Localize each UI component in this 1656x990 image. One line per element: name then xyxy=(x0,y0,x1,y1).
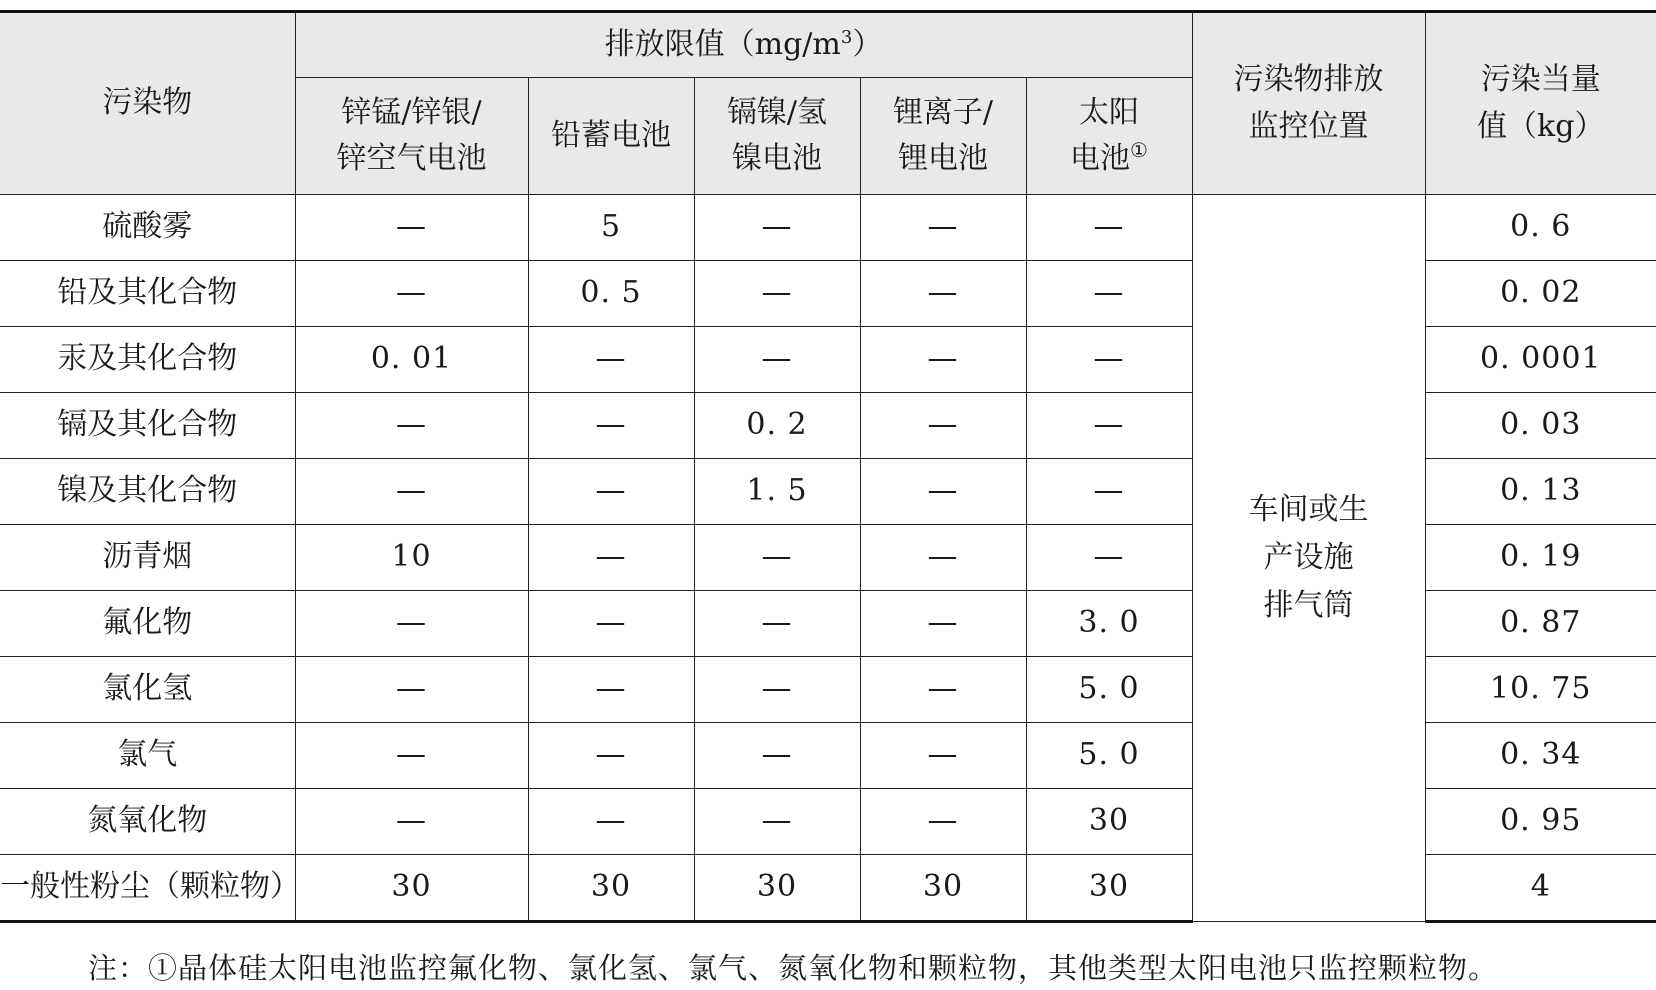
pollutant-cell: 汞及其化合物 xyxy=(0,327,295,393)
value-cell: — xyxy=(860,723,1026,789)
monitor-location-line-3: 排气筒 xyxy=(1263,588,1354,623)
header-solar-line-1: 太阳 xyxy=(1079,94,1139,130)
pollutant-cell: 一般性粉尘（颗粒物） xyxy=(0,855,295,922)
value-cell: 0. 2 xyxy=(694,393,860,459)
equivalent-cell: 4 xyxy=(1425,855,1656,922)
value-cell: — xyxy=(528,723,694,789)
value-cell: 30 xyxy=(860,855,1026,922)
pollutant-cell: 沥青烟 xyxy=(0,525,295,591)
equivalent-cell: 0. 34 xyxy=(1425,723,1656,789)
value-cell: — xyxy=(860,525,1026,591)
equivalent-cell: 0. 0001 xyxy=(1425,327,1656,393)
header-limit-label: 排放限值（mg/m xyxy=(604,26,841,62)
header-lithium-line-1: 锂离子/ xyxy=(892,94,994,130)
pollutant-cell: 氯化氢 xyxy=(0,657,295,723)
equivalent-cell: 0. 6 xyxy=(1425,195,1656,261)
emission-limit-table xyxy=(0,10,1656,923)
value-cell: 30 xyxy=(295,855,528,922)
header-equivalent-line-2: 值（kg） xyxy=(1477,108,1605,144)
equivalent-cell: 0. 87 xyxy=(1425,591,1656,657)
pollutant-cell: 氮氧化物 xyxy=(0,789,295,855)
value-cell: — xyxy=(295,789,528,855)
value-cell: — xyxy=(1026,261,1192,327)
value-cell: — xyxy=(295,393,528,459)
monitor-location-line-2: 产设施 xyxy=(1263,540,1354,575)
header-pollutant-label: 污染物 xyxy=(102,85,193,121)
value-cell: 10 xyxy=(295,525,528,591)
header-equivalent xyxy=(1425,12,1656,195)
header-lithium-line-2: 锂电池 xyxy=(898,141,988,176)
value-cell: 1. 5 xyxy=(694,459,860,525)
value-cell: — xyxy=(860,789,1026,855)
equivalent-cell: 10. 75 xyxy=(1425,657,1656,723)
value-cell: — xyxy=(295,591,528,657)
header-lead-line-1: 铅蓄电池 xyxy=(551,117,671,153)
value-cell: — xyxy=(694,723,860,789)
value-cell: — xyxy=(1026,195,1192,261)
header-lead-acid-battery xyxy=(528,78,694,195)
monitor-location-cell xyxy=(1192,195,1425,922)
header-limit-close: ） xyxy=(852,26,883,62)
value-cell: — xyxy=(694,525,860,591)
value-cell: — xyxy=(860,459,1026,525)
equivalent-cell: 0. 02 xyxy=(1425,261,1656,327)
header-solar-footnote-mark: ① xyxy=(1130,138,1148,162)
pollutant-cell: 镍及其化合物 xyxy=(0,459,295,525)
header-nickel-battery xyxy=(694,78,860,195)
monitor-location-line-1: 车间或生 xyxy=(1248,492,1369,527)
value-cell: — xyxy=(694,261,860,327)
value-cell: — xyxy=(528,459,694,525)
value-cell: 0. 5 xyxy=(528,261,694,327)
header-monitor-line-1: 污染物排放 xyxy=(1233,62,1384,97)
value-cell: — xyxy=(860,261,1026,327)
value-cell: — xyxy=(295,261,528,327)
header-zinc-line-2: 锌空气电池 xyxy=(336,141,487,176)
header-solar-line-2: 电池 xyxy=(1070,141,1131,176)
value-cell: — xyxy=(528,657,694,723)
value-cell: — xyxy=(1026,459,1192,525)
header-lithium-battery xyxy=(860,78,1026,195)
value-cell: — xyxy=(860,657,1026,723)
value-cell: — xyxy=(1026,393,1192,459)
equivalent-cell: 0. 13 xyxy=(1425,459,1656,525)
value-cell: — xyxy=(1026,525,1192,591)
equivalent-cell: 0. 19 xyxy=(1425,525,1656,591)
pollutant-cell: 氯气 xyxy=(0,723,295,789)
value-cell: — xyxy=(295,657,528,723)
table-body xyxy=(0,195,1656,922)
value-cell: — xyxy=(860,195,1026,261)
pollutant-cell: 氟化物 xyxy=(0,591,295,657)
value-cell: — xyxy=(1026,327,1192,393)
header-nickel-line-2: 镍电池 xyxy=(732,141,822,176)
value-cell: 5. 0 xyxy=(1026,723,1192,789)
value-cell: — xyxy=(528,789,694,855)
table-row xyxy=(0,195,1656,261)
emission-limit-table-wrapper xyxy=(0,10,1656,923)
value-cell: — xyxy=(528,591,694,657)
header-zinc-battery xyxy=(295,78,528,195)
value-cell: 5. 0 xyxy=(1026,657,1192,723)
value-cell: — xyxy=(528,393,694,459)
equivalent-cell: 0. 03 xyxy=(1425,393,1656,459)
table-footnote: 注：①晶体硅太阳电池监控氟化物、氯化氢、氯气、氮氧化物和颗粒物，其他类型太阳电池只监控颗粒物。 xyxy=(88,951,1499,985)
pollutant-cell: 硫酸雾 xyxy=(0,195,295,261)
header-monitor-line-2: 监控位置 xyxy=(1248,108,1369,144)
header-solar-battery xyxy=(1026,78,1192,195)
value-cell: — xyxy=(295,459,528,525)
value-cell: 30 xyxy=(694,855,860,922)
value-cell: — xyxy=(694,657,860,723)
value-cell: 30 xyxy=(1026,855,1192,922)
equivalent-cell: 0. 95 xyxy=(1425,789,1656,855)
pollutant-cell: 铅及其化合物 xyxy=(0,261,295,327)
value-cell: — xyxy=(694,327,860,393)
header-limit-group xyxy=(295,12,1192,78)
pollutant-cell: 镉及其化合物 xyxy=(0,393,295,459)
value-cell: — xyxy=(295,723,528,789)
header-zinc-line-1: 锌锰/锌银/ xyxy=(341,94,482,130)
header-equivalent-line-1: 污染当量 xyxy=(1480,62,1601,97)
header-limit-superscript: 3 xyxy=(840,26,853,48)
value-cell: 30 xyxy=(1026,789,1192,855)
value-cell: — xyxy=(860,327,1026,393)
value-cell: 0. 01 xyxy=(295,327,528,393)
header-nickel-line-1: 镉镍/氢 xyxy=(726,94,828,130)
value-cell: — xyxy=(528,327,694,393)
value-cell: — xyxy=(694,591,860,657)
header-monitor-location xyxy=(1192,12,1425,195)
value-cell: — xyxy=(860,393,1026,459)
value-cell: 5 xyxy=(528,195,694,261)
header-row-1 xyxy=(0,12,1656,78)
value-cell: 3. 0 xyxy=(1026,591,1192,657)
value-cell: 30 xyxy=(528,855,694,922)
value-cell: — xyxy=(694,789,860,855)
value-cell: — xyxy=(860,591,1026,657)
header-pollutant xyxy=(0,12,295,195)
value-cell: — xyxy=(694,195,860,261)
value-cell: — xyxy=(295,195,528,261)
value-cell: — xyxy=(528,525,694,591)
